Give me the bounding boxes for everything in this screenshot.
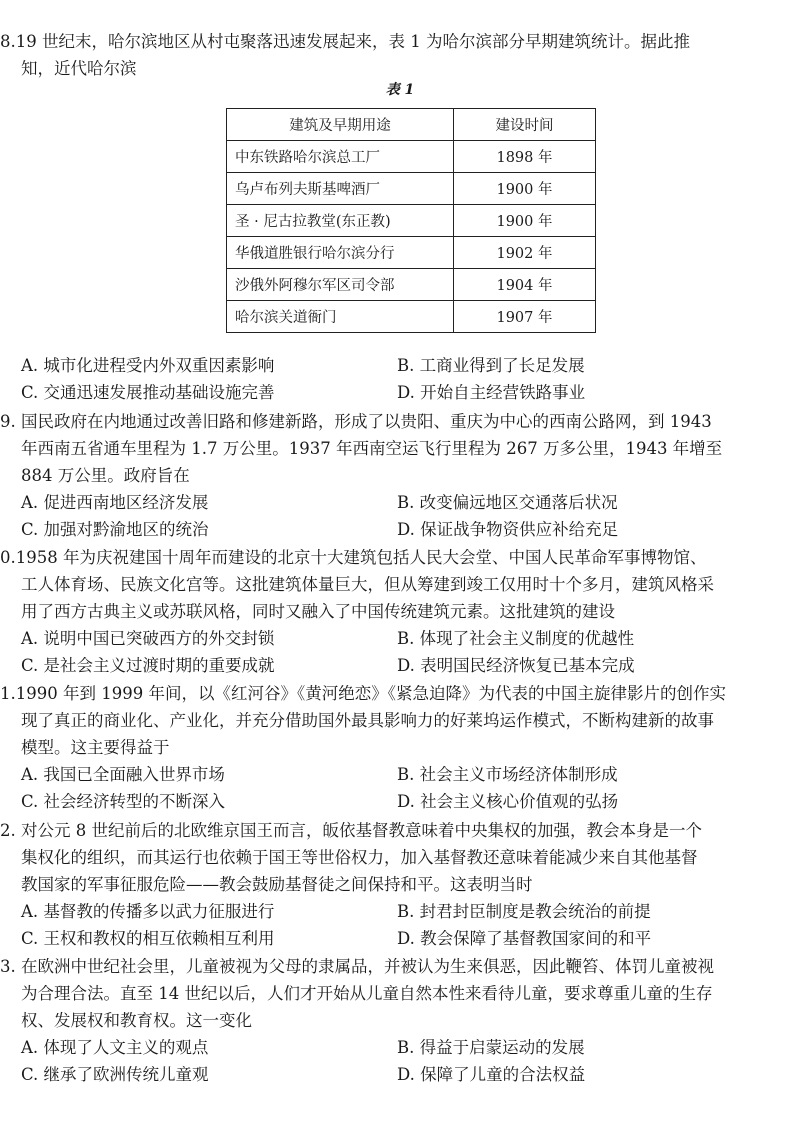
table-cell-year: 1907 年 xyxy=(454,301,596,333)
question-9-stem-line: 884 万公里。政府旨在 xyxy=(21,466,190,485)
option-row xyxy=(0,379,800,406)
table-row xyxy=(227,237,596,269)
table-row xyxy=(227,173,596,205)
option-b[interactable]: B. 工商业得到了长足发展 xyxy=(397,356,585,375)
question-9 xyxy=(0,408,800,543)
question-10-stem-line: 0.1958 年为庆祝建国十周年而建设的北京十大建筑包括人民大会堂、中国人民革命军事博物馆、 xyxy=(0,548,707,567)
table-header-row xyxy=(227,109,596,141)
table-cell-building: 乌卢布列夫斯基啤酒厂 xyxy=(227,173,454,205)
option-c[interactable]: C. 继承了欧洲传统儿童观 xyxy=(21,1065,209,1084)
question-11-stem-line: 现了真正的商业化、产业化，并充分借助国外最具影响力的好莱坞运作模式，不断构建新的故事 xyxy=(21,711,714,730)
question-13-stem-line: 3. 在欧洲中世纪社会里，儿童被视为父母的隶属品，并被认为生来俱恶，因此鞭笞、体罚儿童被视 xyxy=(0,957,714,976)
table-cell-building: 哈尔滨关道衙门 xyxy=(227,301,454,333)
question-13 xyxy=(0,953,800,1088)
question-9-stem-line: 年西南五省通车里程为 1.7 万公里。1937 年西南空运飞行里程为 267 万多公里，1943 年增至 xyxy=(21,439,723,458)
question-8-options xyxy=(0,352,800,406)
table-cell-year: 1900 年 xyxy=(454,205,596,237)
option-d[interactable]: D. 社会主义核心价值观的弘扬 xyxy=(397,792,619,811)
table-1 xyxy=(226,108,596,333)
table-cell-building: 中东铁路哈尔滨总工厂 xyxy=(227,141,454,173)
table-cell-building: 沙俄外阿穆尔军区司令部 xyxy=(227,269,454,301)
option-row xyxy=(0,489,800,516)
option-row xyxy=(0,625,800,652)
table-row xyxy=(227,205,596,237)
table-cell-year: 1904 年 xyxy=(454,269,596,301)
option-c[interactable]: C. 加强对黔渝地区的统治 xyxy=(21,520,209,539)
table-1-caption: 表 1 xyxy=(385,82,415,98)
table-row xyxy=(227,269,596,301)
question-12 xyxy=(0,817,800,952)
option-b[interactable]: B. 改变偏远地区交通落后状况 xyxy=(397,493,618,512)
question-11-stem-line: 1.1990 年到 1999 年间，以《红河谷》《黄河绝恋》《紧急迫降》为代表的中国主旋律影片的创作实 xyxy=(0,684,726,703)
option-c[interactable]: C. 交通迅速发展推动基础设施完善 xyxy=(21,383,275,402)
option-row xyxy=(0,788,800,815)
option-row xyxy=(0,516,800,543)
table-row xyxy=(227,141,596,173)
option-row xyxy=(0,1061,800,1088)
option-c[interactable]: C. 王权和教权的相互依赖相互利用 xyxy=(21,929,275,948)
option-a[interactable]: A. 城市化进程受内外双重因素影响 xyxy=(21,356,275,375)
option-d[interactable]: D. 教会保障了基督教国家间的和平 xyxy=(397,929,652,948)
question-11 xyxy=(0,680,800,815)
option-a[interactable]: A. 体现了人文主义的观点 xyxy=(21,1038,209,1057)
question-10-stem-line: 工人体育场、民族文化宫等。这批建筑体量巨大，但从筹建到竣工仅用时十个多月，建筑风格采 xyxy=(21,575,714,594)
question-12-stem-line: 教国家的军事征服危险——教会鼓励基督徒之间保持和平。这表明当时 xyxy=(21,875,533,894)
table-cell-year: 1900 年 xyxy=(454,173,596,205)
table-row xyxy=(227,301,596,333)
option-a[interactable]: A. 我国已全面融入世界市场 xyxy=(21,765,225,784)
table-cell-year: 1902 年 xyxy=(454,237,596,269)
question-13-stem-line: 权、发展权和教育权。这一变化 xyxy=(21,1011,252,1030)
option-row xyxy=(0,898,800,925)
option-row xyxy=(0,652,800,679)
table-header-building: 建筑及早期用途 xyxy=(227,109,454,141)
table-cell-building: 圣 · 尼古拉教堂(东正教) xyxy=(227,205,454,237)
question-8-stem-line: 知，近代哈尔滨 xyxy=(21,59,137,78)
question-10-stem-line: 用了西方古典主义或苏联风格，同时又融入了中国传统建筑元素。这批建筑的建设 xyxy=(21,602,615,621)
question-10 xyxy=(0,544,800,679)
option-b[interactable]: B. 得益于启蒙运动的发展 xyxy=(397,1038,585,1057)
option-b[interactable]: B. 体现了社会主义制度的优越性 xyxy=(397,629,635,648)
option-b[interactable]: B. 社会主义市场经济体制形成 xyxy=(397,765,618,784)
option-a[interactable]: A. 说明中国已突破西方的外交封锁 xyxy=(21,629,275,648)
option-row xyxy=(0,352,800,379)
table-header-year: 建设时间 xyxy=(454,109,596,141)
question-11-stem-line: 模型。这主要得益于 xyxy=(21,738,170,757)
question-8 xyxy=(0,28,800,82)
option-row xyxy=(0,1034,800,1061)
option-b[interactable]: B. 封君封臣制度是教会统治的前提 xyxy=(397,902,651,921)
option-row xyxy=(0,761,800,788)
option-row xyxy=(0,925,800,952)
table-cell-building: 华俄道胜银行哈尔滨分行 xyxy=(227,237,454,269)
question-8-stem-line: 8.19 世纪末，哈尔滨地区从村屯聚落迅速发展起来，表 1 为哈尔滨部分早期建筑统计。据此推 xyxy=(0,32,690,51)
option-c[interactable]: C. 是社会主义过渡时期的重要成就 xyxy=(21,656,275,675)
option-d[interactable]: D. 保障了儿童的合法权益 xyxy=(397,1065,586,1084)
option-a[interactable]: A. 促进西南地区经济发展 xyxy=(21,493,209,512)
option-a[interactable]: A. 基督教的传播多以武力征服进行 xyxy=(21,902,275,921)
option-d[interactable]: D. 表明国民经济恢复已基本完成 xyxy=(397,656,635,675)
question-9-stem-line: 9. 国民政府在内地通过改善旧路和修建新路，形成了以贵阳、重庆为中心的西南公路网，到 1943 xyxy=(0,412,712,431)
table-cell-year: 1898 年 xyxy=(454,141,596,173)
question-12-stem-line: 集权化的组织，而其运行也依赖于国王等世俗权力，加入基督教还意味着能减少来自其他基督 xyxy=(21,848,698,867)
option-d[interactable]: D. 保证战争物资供应补给充足 xyxy=(397,520,619,539)
option-d[interactable]: D. 开始自主经营铁路事业 xyxy=(397,383,586,402)
question-12-stem-line: 2. 对公元 8 世纪前后的北欧维京国王而言，皈依基督教意味着中央集权的加强，教会本身是一个 xyxy=(0,821,702,840)
option-c[interactable]: C. 社会经济转型的不断深入 xyxy=(21,792,226,811)
question-13-stem-line: 为合理合法。直至 14 世纪以后，人们才开始从儿童自然本性来看待儿童，要求尊重儿童的生存 xyxy=(21,984,713,1003)
